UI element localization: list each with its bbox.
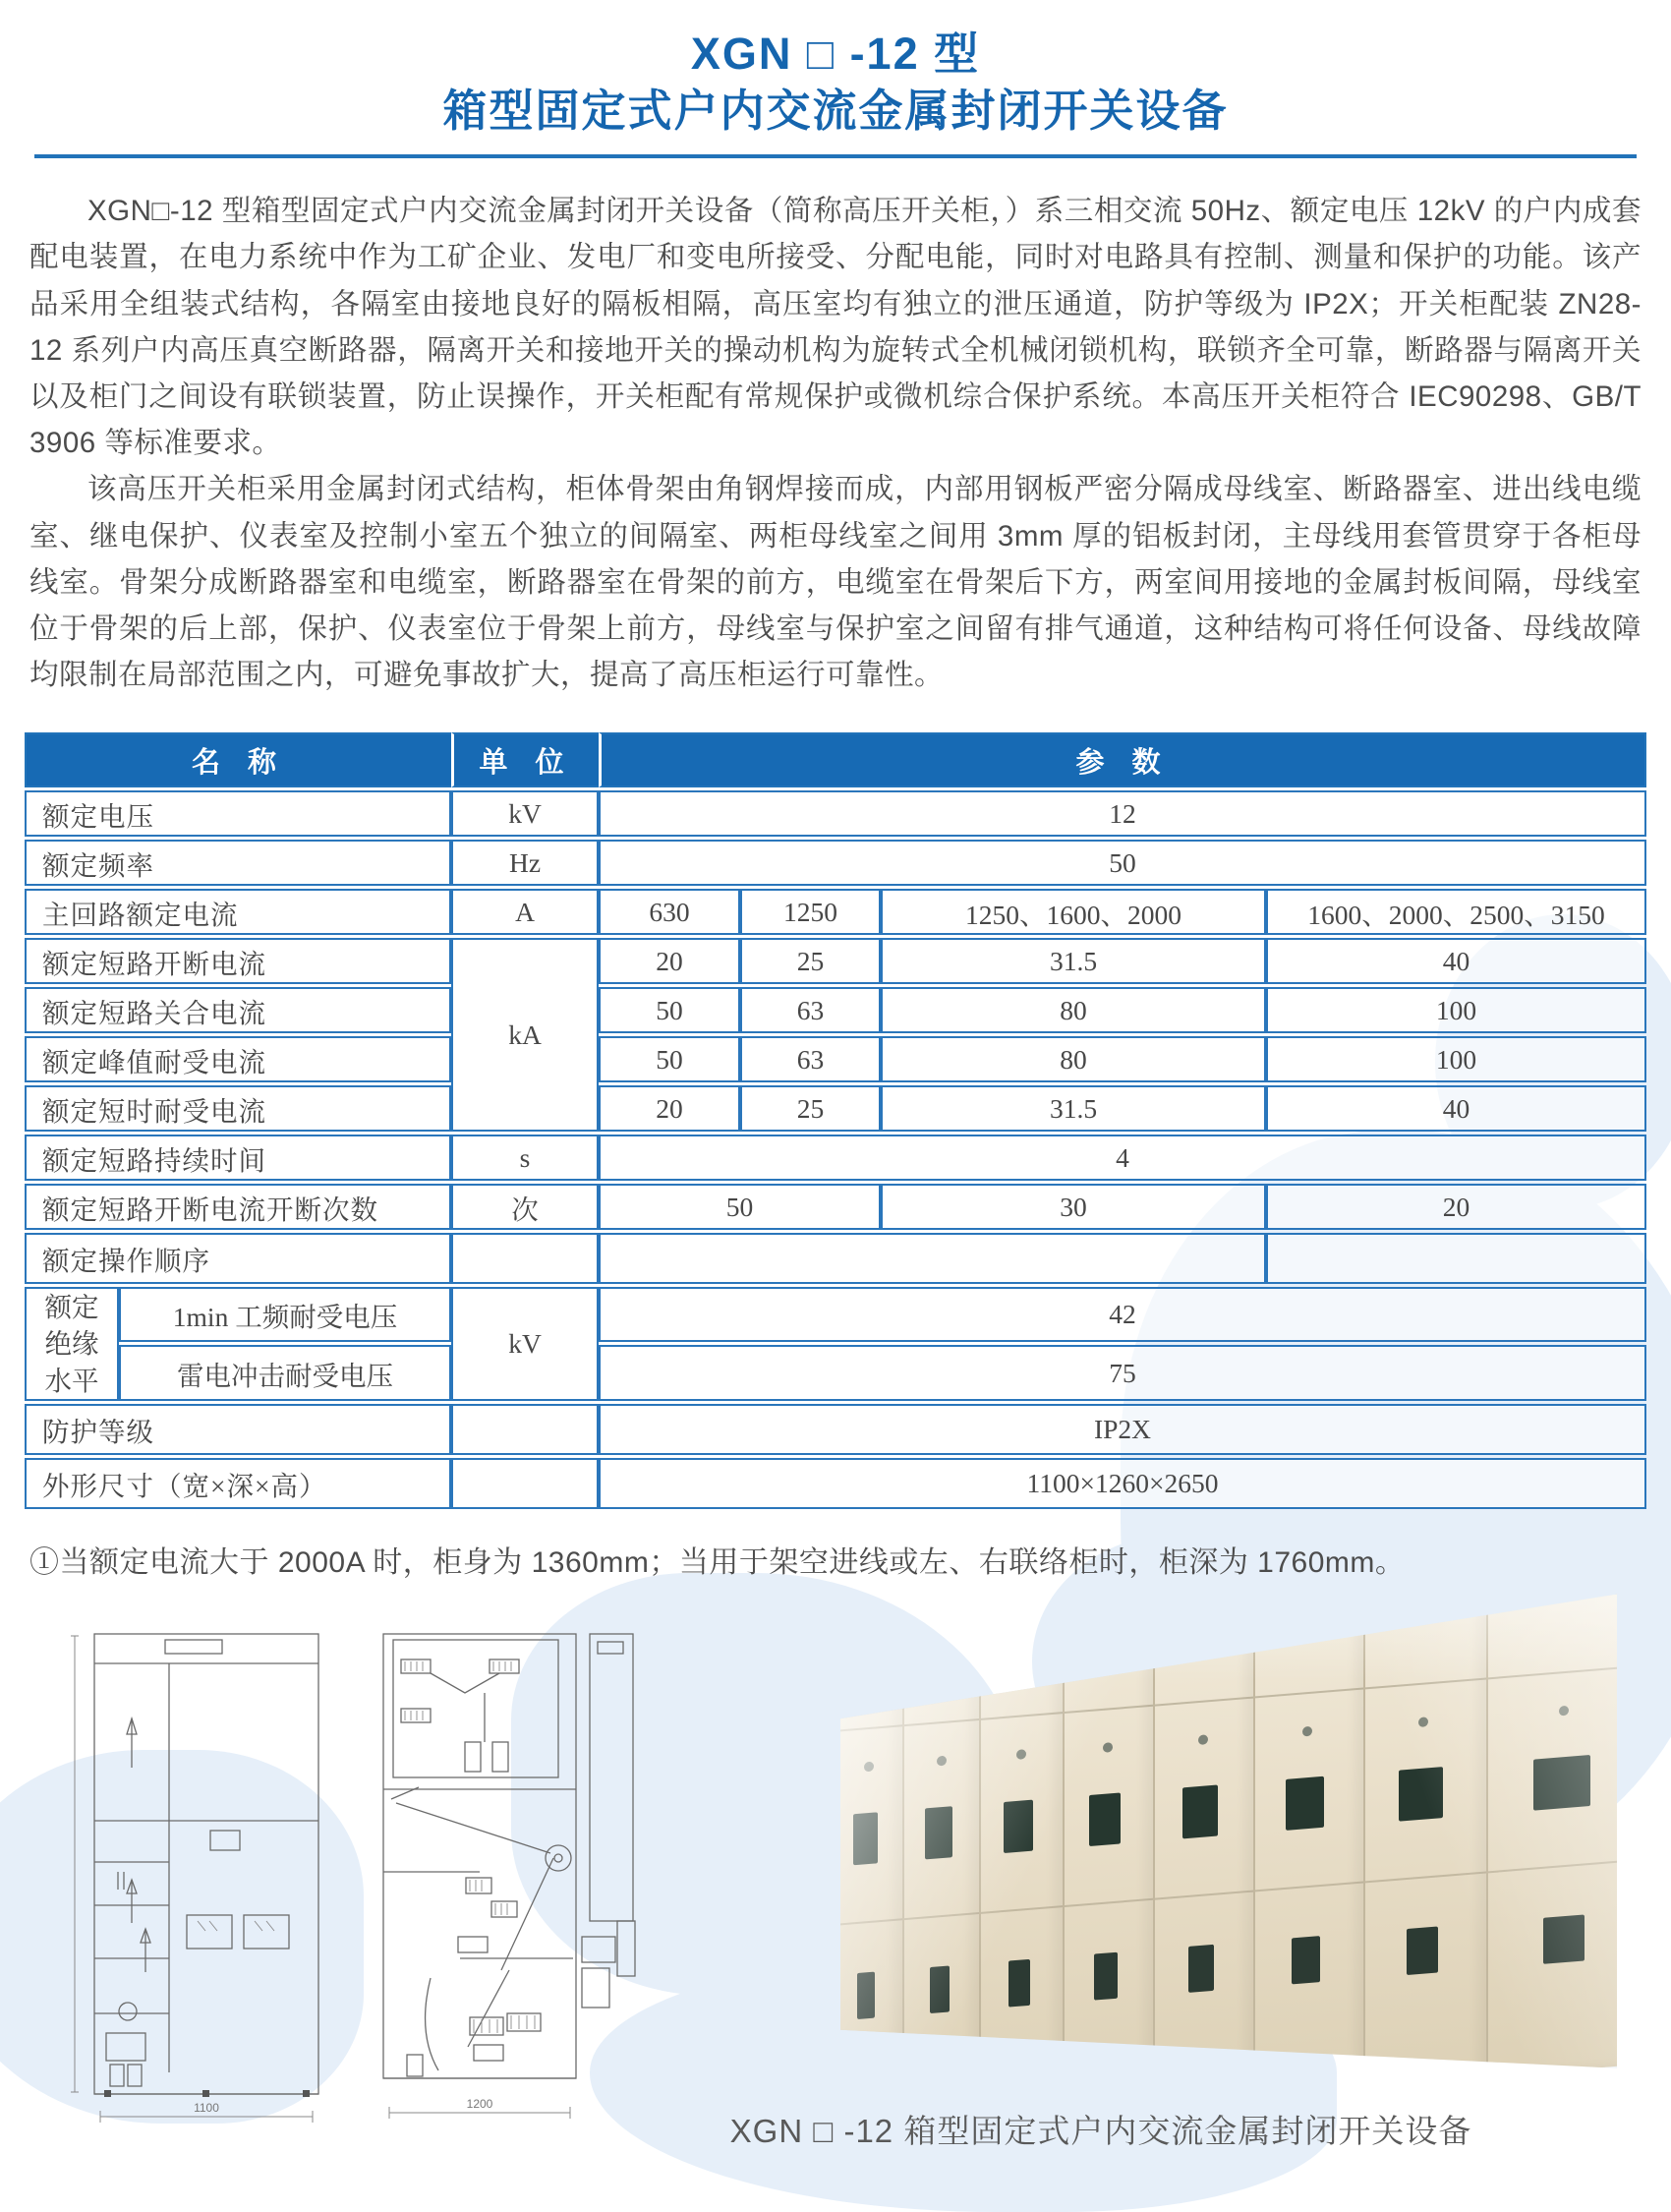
value-cell: 50 [599, 987, 740, 1033]
row-sublabel: 雷电冲击耐受电压 [119, 1345, 451, 1400]
unit-cell: kV [451, 790, 599, 837]
row-label: 额定频率 [25, 840, 451, 886]
table-row [25, 1135, 1646, 1181]
row-label: 额定峰值耐受电流 [25, 1036, 451, 1082]
value-cell: 31.5 [881, 938, 1266, 984]
table-row [25, 1345, 1646, 1400]
value-cell: 100 [1266, 987, 1646, 1033]
table-row [25, 1184, 1646, 1230]
row-label: 额定短时耐受电流 [25, 1085, 451, 1132]
value-cell: IP2X [599, 1404, 1646, 1455]
table-row [25, 790, 1646, 837]
value-cell: 40 [1266, 1085, 1646, 1132]
row-label: 外形尺寸（宽×深×高） [25, 1458, 451, 1509]
table-row [25, 1036, 1646, 1082]
footnote: ①当额定电流大于 2000A 时，柜身为 1360mm；当用于架空进线或左、右联络柜时，柜深为 1760mm。 [29, 1545, 1406, 1579]
value-cell: 25 [740, 938, 881, 984]
page-title-line1: XGN □ -12 型 [690, 29, 981, 79]
value-cell: 12 [599, 790, 1646, 837]
row-label: 额定电压 [25, 790, 451, 837]
unit-cell: kA [451, 938, 599, 1132]
table-row [25, 938, 1646, 984]
table-header-row [25, 732, 1646, 787]
intro-paragraph-1: XGN□-12 型箱型固定式户内交流金属封闭开关设备（简称高压开关柜，）系三相交流 50Hz、额定电压 12kV 的户内成套配电装置，在电力系统中作为工矿企业、发电厂和变电所接受、分配电能，同时对电路具有控制、测量和保护的功能。该产品采用全组装式结构，各隔室由接地良好的隔板相隔，高压室均有独立的泄压通道，防护等级为 IP2X；开关柜配装 ZN28-12 系列户内高压真空断路器，隔离开关和接地开关的操动机构为旋转式全机械闭锁机构，联锁齐全可靠，断路器与隔离开关以及柜门之间设有联锁装置，防止误操作，开关柜配有常规保护或微机综合保护系统。本高压开关柜符合 IEC90298、GB/T 3906 等标准要求。 [29, 195, 1642, 460]
row-label: 主回路额定电流 [25, 889, 451, 935]
value-cell [599, 1233, 1266, 1284]
unit-cell [451, 1458, 599, 1509]
row-label: 额定短路开断电流 [25, 938, 451, 984]
unit-cell: A [451, 889, 599, 935]
value-cell: 1100×1260×2650 [599, 1458, 1646, 1509]
value-cell: 100 [1266, 1036, 1646, 1082]
figures-section [0, 1587, 1671, 2173]
value-cell: 20 [599, 1085, 740, 1132]
photo-reflection [840, 1595, 1617, 2073]
value-cell: 80 [881, 1036, 1266, 1082]
value-cell: 50 [599, 1184, 881, 1230]
value-cell: 1250、1600、2000 [881, 889, 1266, 935]
value-cell: 50 [599, 1036, 740, 1082]
value-cell: 75 [599, 1345, 1646, 1400]
value-cell: 1600、2000、2500、3150 [1266, 889, 1646, 935]
unit-cell: s [451, 1135, 599, 1181]
value-cell: 20 [1266, 1184, 1646, 1230]
row-label: 防护等级 [25, 1404, 451, 1455]
specification-table [25, 729, 1646, 1511]
value-cell: 42 [599, 1287, 1646, 1342]
value-cell: 80 [881, 987, 1266, 1033]
column-header-name: 名 称 [25, 732, 451, 787]
front-view-width-label: 1100 [194, 2100, 219, 2115]
value-cell: 63 [740, 987, 881, 1033]
row-label: 额定短路持续时间 [25, 1135, 451, 1181]
value-cell: 30 [881, 1184, 1266, 1230]
title-divider [34, 154, 1637, 158]
unit-cell: kV [451, 1287, 599, 1400]
photo-caption: XGN □ -12 箱型固定式户内交流金属封闭开关设备 [729, 2112, 1472, 2149]
table-row [25, 889, 1646, 935]
table-row [25, 1085, 1646, 1132]
product-photo [840, 1595, 1617, 2073]
table-row [25, 840, 1646, 886]
unit-cell [451, 1233, 599, 1284]
value-cell [1266, 1233, 1646, 1284]
value-cell: 20 [599, 938, 740, 984]
page-title [0, 0, 1671, 139]
value-cell: 1250 [740, 889, 881, 935]
row-label: 额定短路开断电流开断次数 [25, 1184, 451, 1230]
side-view-drawing [372, 1624, 657, 2121]
row-label: 额定短路关合电流 [25, 987, 451, 1033]
table-row [25, 987, 1646, 1033]
table-row [25, 1233, 1646, 1284]
row-group-label: 额定绝缘水平 [25, 1287, 119, 1400]
table-row [25, 1458, 1646, 1509]
unit-cell: 次 [451, 1184, 599, 1230]
column-header-unit: 单 位 [451, 732, 599, 787]
table-row [25, 1287, 1646, 1342]
page-title-line2: 箱型固定式户内交流金属封闭开关设备 [442, 85, 1229, 136]
value-cell: 630 [599, 889, 740, 935]
unit-cell [451, 1404, 599, 1455]
front-view-drawing [67, 1628, 342, 2125]
side-view-depth-label: 1200 [466, 2096, 493, 2111]
value-cell: 4 [599, 1135, 1646, 1181]
intro-paragraph-2: 该高压开关柜采用金属封闭式结构，柜体骨架由角钢焊接而成，内部用钢板严密分隔成母线室、断路器室、进出线电缆室、继电保护、仪表室及控制小室五个独立的间隔室、两柜母线室之间用 3mm 厚的铝板封闭，主母线用套管贯穿于各柜母线室。骨架分成断路器室和电缆室，断路器室在骨架的前方，电缆室在骨架后下方，两室间用接地的金属封板间隔，母线室位于骨架的后上部，保护、仪表室位于骨架上前方，母线室与保护室之间留有排气通道，这种结构可将任何设备、母线故障均限制在局部范围之内，可避免事故扩大，提高了高压柜运行可靠性。 [29, 473, 1642, 692]
table-row [25, 1404, 1646, 1455]
value-cell: 25 [740, 1085, 881, 1132]
row-label: 额定操作顺序 [25, 1233, 451, 1284]
value-cell: 31.5 [881, 1085, 1266, 1132]
column-header-params: 参 数 [599, 732, 1646, 787]
value-cell: 50 [599, 840, 1646, 886]
unit-cell: Hz [451, 840, 599, 886]
value-cell: 40 [1266, 938, 1646, 984]
value-cell: 63 [740, 1036, 881, 1082]
intro-text [29, 188, 1642, 698]
row-sublabel: 1min 工频耐受电压 [119, 1287, 451, 1342]
